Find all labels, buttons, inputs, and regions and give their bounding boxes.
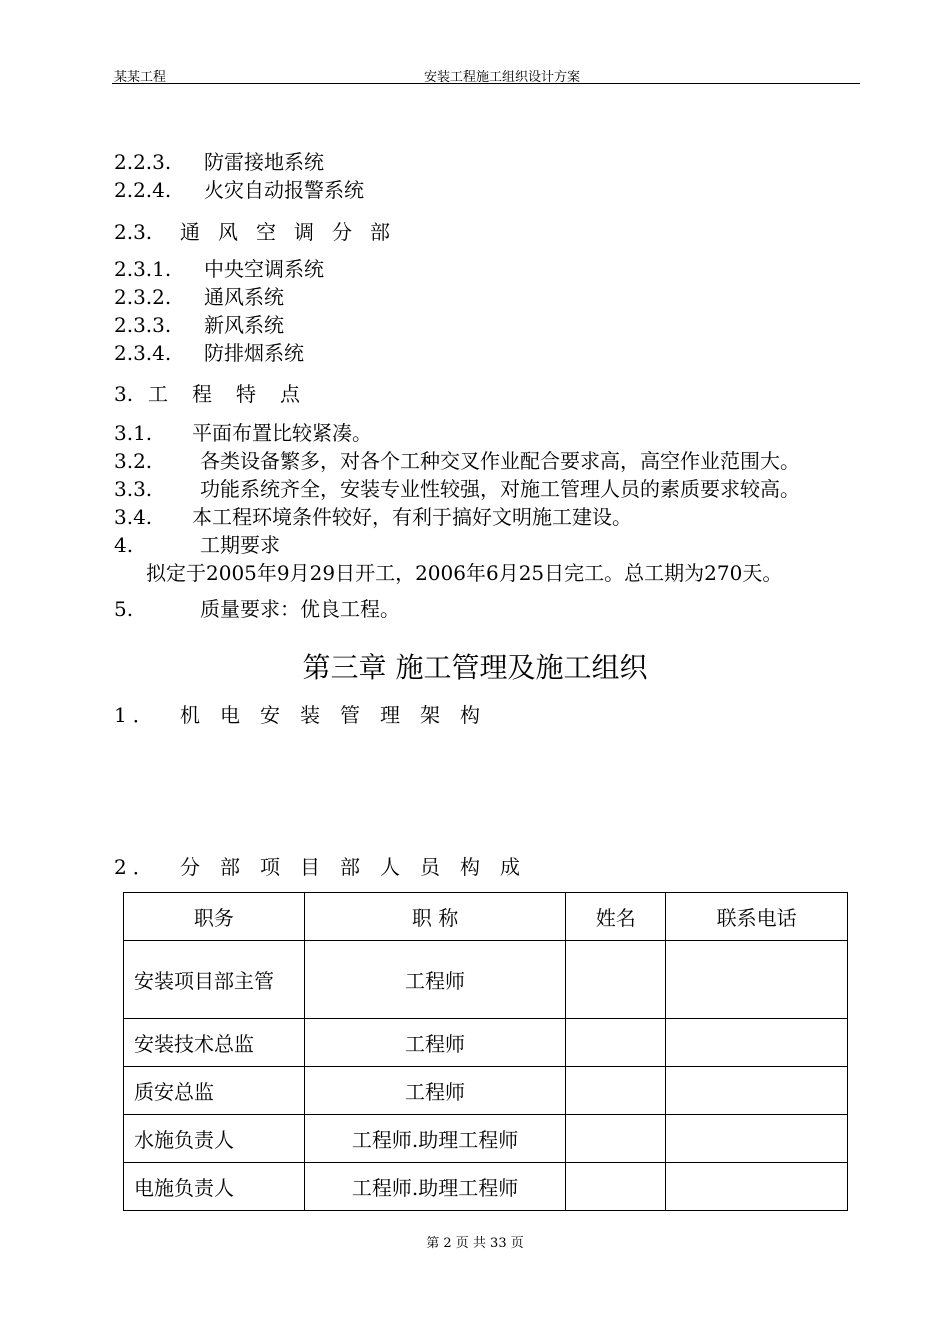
item-text: 各类设备繁多，对各个工种交叉作业配合要求高，高空作业范围大。: [200, 449, 800, 473]
staff-table: [123, 892, 848, 1211]
section-heading-2: [114, 854, 540, 880]
section-heading-1: [114, 702, 500, 728]
item-number: 3.1.: [114, 421, 153, 445]
list-item: [114, 149, 324, 175]
item-number: 3.3.: [114, 477, 153, 501]
item-text: 本工程环境条件较好，有利于搞好文明施工建设。: [192, 505, 632, 529]
section-heading: [114, 381, 324, 407]
table-cell: [566, 1163, 666, 1211]
subsection-heading: [114, 219, 408, 245]
column-header: 姓名: [566, 893, 666, 941]
item-number: 4.: [114, 533, 134, 557]
page-footer: 第 2 页 共 33 页: [426, 1236, 524, 1251]
item-text: 分部项目部人员构成: [180, 855, 540, 879]
list-item: [114, 420, 372, 446]
item-text: 工期要求: [200, 533, 280, 557]
table-row: [124, 1067, 848, 1115]
table-cell: [666, 1067, 848, 1115]
table-cell: 质安总监: [124, 1067, 305, 1115]
column-header: 职 称: [304, 893, 566, 941]
list-item: [114, 284, 284, 310]
table-cell: [666, 1163, 848, 1211]
item-text: 通风系统: [204, 285, 284, 309]
table-cell: [666, 941, 848, 1019]
item-text: 平面布置比较紧凑。: [192, 421, 372, 445]
table-cell: 安装技术总监: [124, 1019, 305, 1067]
item-text: 质量要求：优良工程。: [200, 597, 400, 621]
item-text: 通风空调分部: [180, 220, 408, 244]
list-item: [114, 340, 304, 366]
table-cell: [566, 1067, 666, 1115]
table-cell: 安装项目部主管: [124, 941, 305, 1019]
item-number: 2.3.3.: [114, 313, 172, 337]
item-text: 中央空调系统: [204, 257, 324, 281]
item-text: 机电安装管理架构: [180, 703, 500, 727]
table-row: [124, 1115, 848, 1163]
list-item: [114, 256, 324, 282]
item-number: 2.3.: [114, 220, 153, 244]
list-item: [114, 177, 364, 203]
table-row: [124, 1163, 848, 1211]
item-number: 2.2.3.: [114, 150, 172, 174]
table-cell: 工程师: [304, 1019, 566, 1067]
list-item: [114, 476, 800, 502]
item-text: 功能系统齐全，安装专业性较强，对施工管理人员的素质要求较高。: [200, 477, 800, 501]
item-number: 2.2.4.: [114, 178, 172, 202]
list-item: [114, 532, 280, 558]
item-number: 3.: [114, 382, 134, 406]
list-item: [114, 504, 632, 530]
table-cell: 工程师: [304, 1067, 566, 1115]
header-project-name: 某某工程: [114, 70, 167, 85]
list-item: [114, 312, 284, 338]
list-item: [114, 448, 800, 474]
list-item: [114, 596, 400, 622]
table-cell: [666, 1019, 848, 1067]
column-header: 联系电话: [666, 893, 848, 941]
table-row: [124, 1019, 848, 1067]
table-cell: 工程师.助理工程师: [304, 1115, 566, 1163]
table-cell: 工程师.助理工程师: [304, 1163, 566, 1211]
item-number: 5.: [114, 597, 134, 621]
item-number: 2.3.1.: [114, 257, 172, 281]
item-text: 新风系统: [204, 313, 284, 337]
table-cell: 水施负责人: [124, 1115, 305, 1163]
paragraph-schedule: [146, 560, 782, 586]
table-cell: [566, 1019, 666, 1067]
table-cell: [666, 1115, 848, 1163]
item-number: 2.3.2.: [114, 285, 172, 309]
item-number: 3.4.: [114, 505, 153, 529]
chapter-title: 第三章 施工管理及施工组织: [302, 651, 648, 684]
item-number: 1．: [114, 703, 159, 727]
column-header: 职务: [124, 893, 305, 941]
item-text: 工程特点: [148, 382, 324, 406]
header-document-title: 安装工程施工组织设计方案: [424, 70, 581, 85]
table-cell: [566, 1115, 666, 1163]
item-text: 防排烟系统: [204, 341, 304, 365]
table-cell: 电施负责人: [124, 1163, 305, 1211]
table-header-row: [124, 893, 848, 941]
item-number: 2．: [114, 855, 159, 879]
item-number: 2.3.4.: [114, 341, 172, 365]
item-text: 防雷接地系统: [204, 150, 324, 174]
item-text: 火灾自动报警系统: [204, 178, 364, 202]
table-cell: 工程师: [304, 941, 566, 1019]
header-divider: [112, 83, 860, 84]
item-number: 3.2.: [114, 449, 153, 473]
item-text: 拟定于2005年9月29日开工，2006年6月25日完工。总工期为270天。: [146, 561, 783, 585]
table-cell: [566, 941, 666, 1019]
table-row: [124, 941, 848, 1019]
